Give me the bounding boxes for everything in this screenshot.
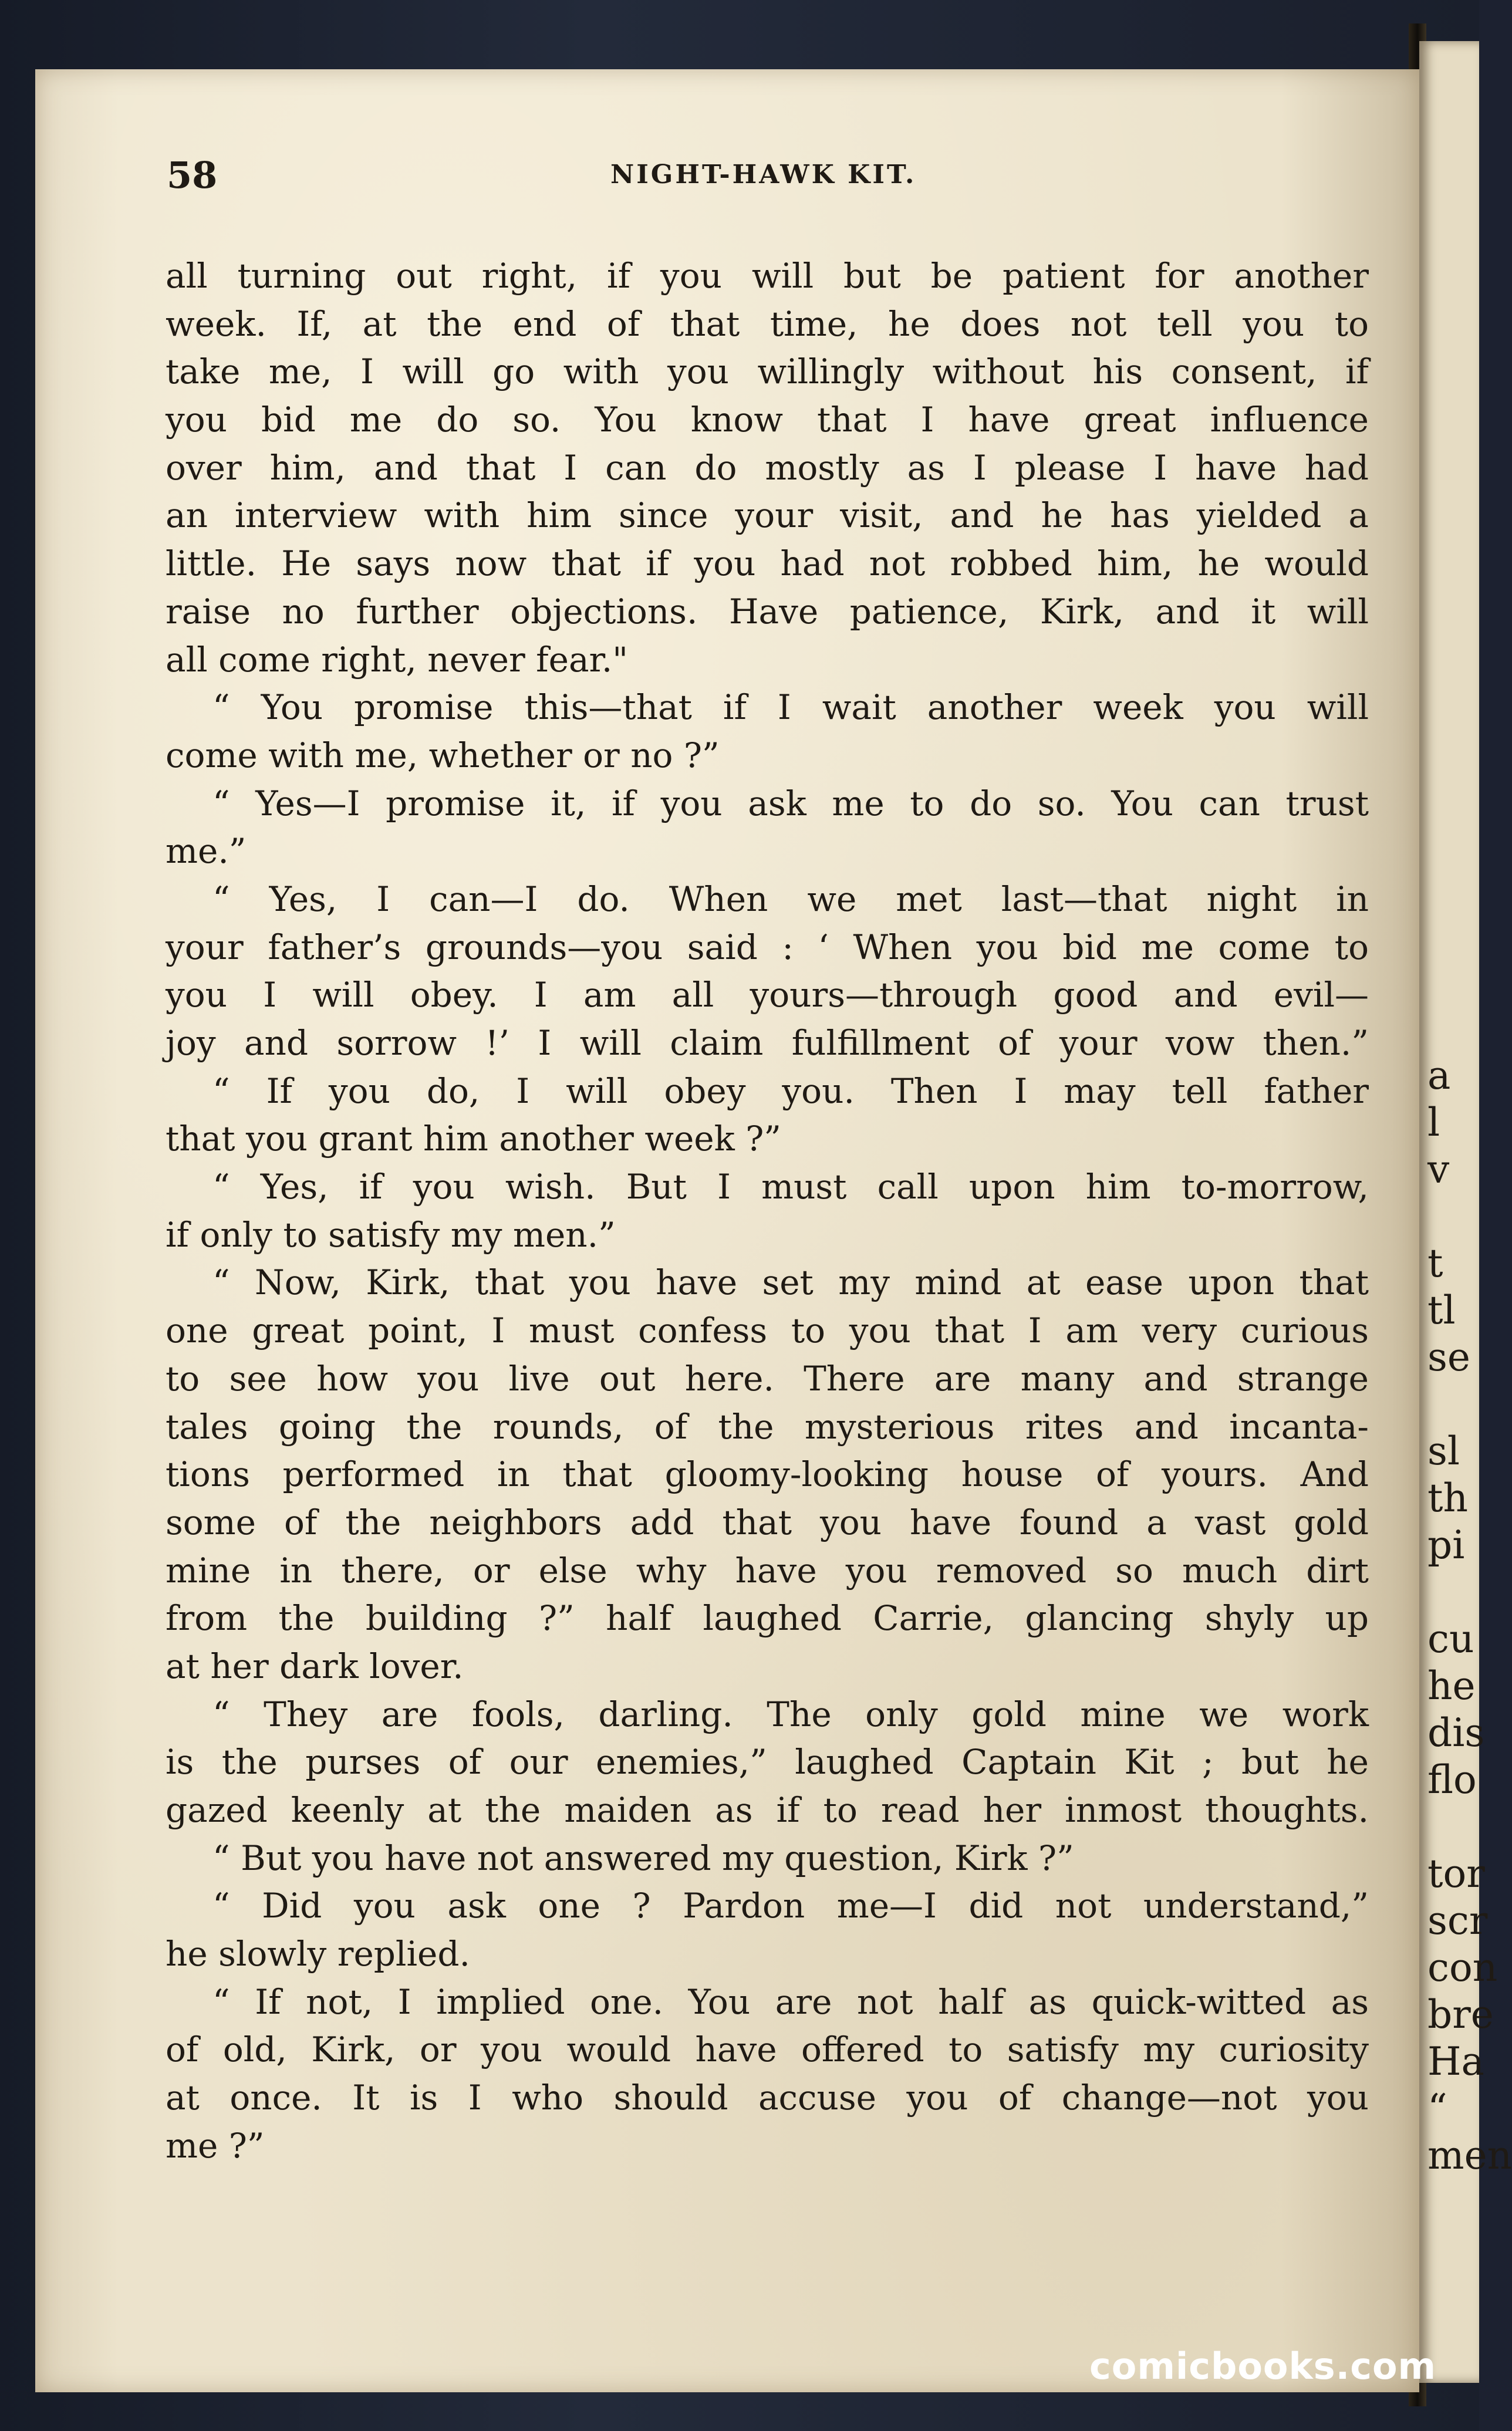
text-line: an interview with him since your visit, and he has yielded a	[166, 495, 1369, 536]
text-line: if only to satisfy my men.”	[166, 1214, 616, 1255]
next-page-fragment: dis	[1427, 1710, 1485, 1755]
next-page-fragment: se	[1427, 1335, 1470, 1380]
text-line: come with me, whether or no ?”	[166, 735, 720, 775]
text-line: your father’s grounds—you said : ‘ When you bid me come to	[166, 927, 1369, 967]
text-line: little. He says now that if you had not robbed him, he would	[166, 543, 1369, 584]
next-page-fragment: l	[1427, 1100, 1440, 1145]
text-line: “ Yes—I promise it, if you ask me to do so. You can trust	[212, 783, 1369, 823]
page-number: 58	[167, 154, 218, 197]
text-line: to see how you live out here. There are many and strange	[166, 1358, 1369, 1399]
text-line: at her dark lover.	[166, 1646, 464, 1686]
text-line: “ But you have not answered my question, Kirk ?”	[212, 1838, 1074, 1878]
next-page-fragment: v	[1427, 1147, 1450, 1192]
text-line: “ If you do, I will obey you. Then I may tell father	[212, 1071, 1369, 1111]
text-line: over him, and that I can do mostly as I please I have had	[166, 447, 1369, 488]
text-line: “ Now, Kirk, that you have set my mind at ease upon that	[212, 1262, 1369, 1303]
text-line: raise no further objections. Have patience, Kirk, and it will	[166, 591, 1369, 632]
next-page-fragment: Ha	[1427, 2039, 1484, 2084]
text-line: all come right, never fear."	[166, 639, 628, 680]
text-line: gazed keenly at the maiden as if to read her inmost thoughts.	[166, 1790, 1369, 1830]
next-page-fragment: tl	[1427, 1288, 1456, 1333]
next-page-fragment: th	[1427, 1476, 1469, 1521]
next-page-fragment: he	[1427, 1663, 1476, 1709]
text-line: you I will obey. I am all yours—through good and evil—	[166, 975, 1369, 1015]
text-line: at once. It is I who should accuse you of change—not you	[166, 2078, 1369, 2118]
next-page-fragment: bre	[1427, 1992, 1494, 2037]
next-page-fragment: sl	[1427, 1429, 1460, 1474]
next-page-fragment: scr	[1427, 1898, 1488, 1943]
text-line: “ They are fools, darling. The only gold mine we work	[212, 1694, 1369, 1734]
text-line: joy and sorrow !’ I will claim fulfillment of your vow then.”	[166, 1023, 1369, 1063]
text-line: from the building ?” half laughed Carrie, glancing shyly up	[166, 1598, 1369, 1639]
text-line: “ You promise this—that if I wait another week you will	[212, 687, 1369, 728]
text-line: all turning out right, if you will but be patient for another	[166, 256, 1369, 296]
text-line: that you grant him another week ?”	[166, 1119, 781, 1159]
text-line: week. If, at the end of that time, he does not tell you to	[166, 303, 1369, 344]
text-line: is the purses of our enemies,” laughed Captain Kit ; but he	[166, 1742, 1369, 1782]
next-page-fragment: “	[1427, 2086, 1447, 2131]
text-line: tales going the rounds, of the mysterious rites and incanta-	[166, 1406, 1369, 1447]
text-line: tions performed in that gloomy-looking house of yours. And	[166, 1454, 1369, 1495]
running-title: NIGHT-HAWK KIT.	[610, 160, 917, 190]
text-line: “ Yes, if you wish. But I must call upon him to-morrow,	[212, 1167, 1369, 1207]
next-page-fragment: men	[1427, 2133, 1512, 2178]
next-page-edge	[1419, 41, 1512, 2383]
next-page-fragment: pi	[1427, 1522, 1465, 1568]
next-page-fragment: a	[1427, 1053, 1451, 1098]
text-line: he slowly replied.	[166, 1934, 470, 1974]
next-page-fragment: flo	[1427, 1757, 1477, 1802]
next-page-fragment: cu	[1427, 1616, 1474, 1662]
text-line: of old, Kirk, or you would have offered to satisfy my curiosity	[166, 2030, 1369, 2070]
text-line: some of the neighbors add that you have found a vast gold	[166, 1502, 1369, 1542]
next-page-fragment: t	[1427, 1241, 1443, 1286]
text-line: me.”	[166, 831, 247, 872]
text-line: “ If not, I implied one. You are not half as quick-witted as	[212, 1981, 1369, 2022]
text-line: “ Did you ask one ? Pardon me—I did not understand,”	[212, 1886, 1369, 1926]
text-line: you bid me do so. You know that I have great influence	[166, 400, 1369, 440]
text-line: me ?”	[166, 2125, 265, 2166]
body-text	[166, 252, 1369, 2170]
text-line: take me, I will go with you willingly without his consent, if	[166, 352, 1369, 392]
watermark: comicbooks.com	[1089, 2345, 1437, 2388]
next-page-fragment: con	[1427, 1945, 1498, 1990]
text-line: mine in there, or else why have you removed so much dirt	[166, 1550, 1369, 1591]
text-line: “ Yes, I can—I do. When we met last—that night in	[212, 879, 1369, 919]
text-line: one great point, I must confess to you that I am very curious	[166, 1311, 1369, 1351]
next-page-fragment: tor	[1427, 1851, 1485, 1896]
